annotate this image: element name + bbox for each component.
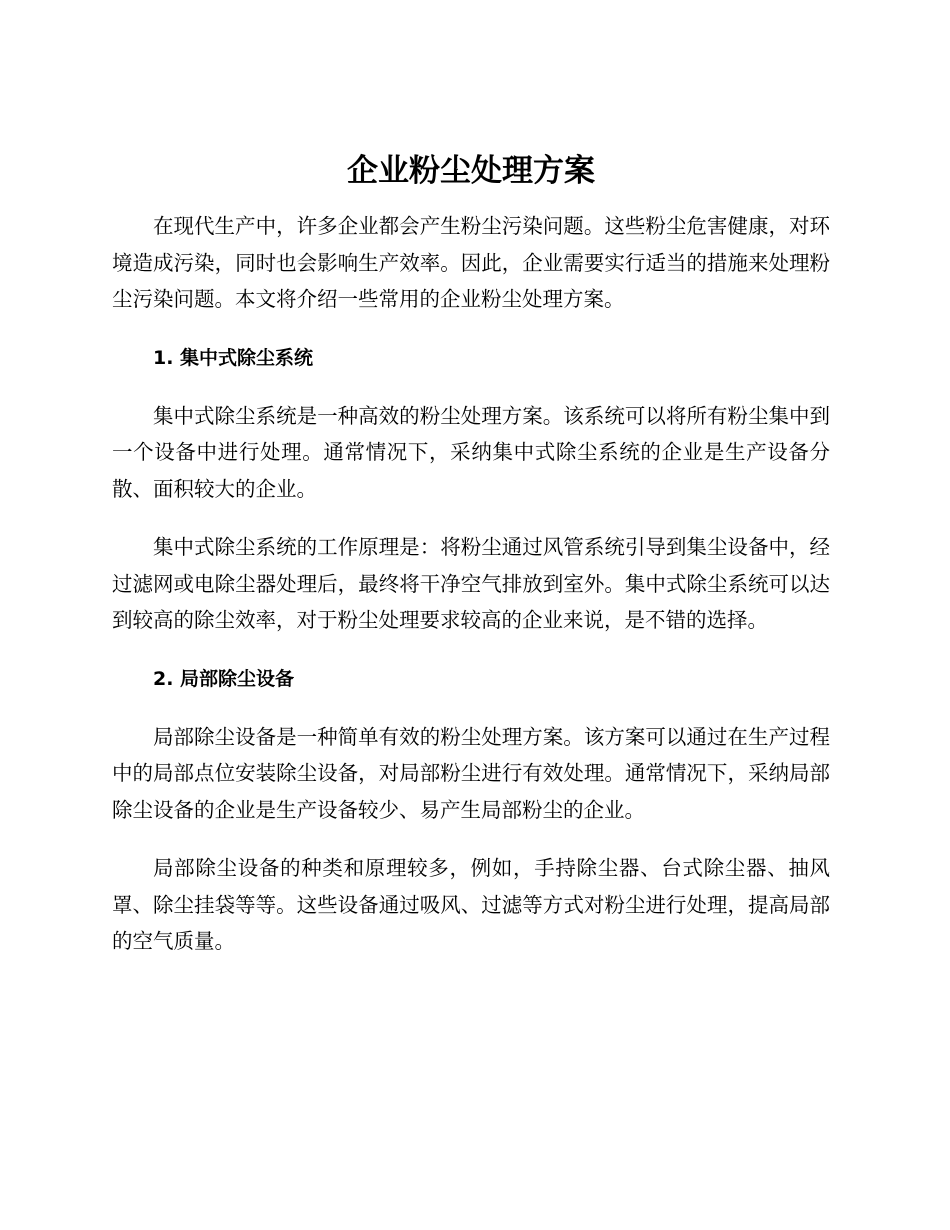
- section-local-dust-removal: [112, 661, 830, 960]
- section-heading: 2. 局部除尘设备: [153, 667, 295, 690]
- intro-paragraph: 在现代生产中，许多企业都会产生粉尘污染问题。这些粉尘危害健康，对环境造成污染，同时也会影响生产效率。因此，企业需要实行适当的措施来处理粉尘污染问题。本文将介绍一些常用的企业粉尘处理方案。: [112, 214, 830, 311]
- document-page: [112, 148, 830, 982]
- section-centralized-dust-removal: [112, 340, 830, 639]
- section-paragraph: 局部除尘设备的种类和原理较多，例如，手持除尘器、台式除尘器、抽风罩、除尘挂袋等等。这些设备通过吸风、过滤等方式对粉尘进行处理，提高局部的空气质量。: [112, 856, 830, 953]
- section-heading: 1. 集中式除尘系统: [153, 346, 314, 369]
- section-paragraph: 集中式除尘系统的工作原理是：将粉尘通过风管系统引导到集尘设备中，经过滤网或电除尘器处理后，最终将干净空气排放到室外。集中式除尘系统可以达到较高的除尘效率，对于粉尘处理要求较高的企业来说，是不错的选择。: [112, 535, 830, 632]
- section-paragraph: 局部除尘设备是一种简单有效的粉尘处理方案。该方案可以通过在生产过程中的局部点位安装除尘设备，对局部粉尘进行有效处理。通常情况下，采纳局部除尘设备的企业是生产设备较少、易产生局部粉尘的企业。: [112, 724, 830, 822]
- section-paragraph: 集中式除尘系统是一种高效的粉尘处理方案。该系统可以将所有粉尘集中到一个设备中进行处理。通常情况下，采纳集中式除尘系统的企业是生产设备分散、面积较大的企业。: [112, 403, 830, 501]
- document-title: 企业粉尘处理方案: [347, 153, 595, 189]
